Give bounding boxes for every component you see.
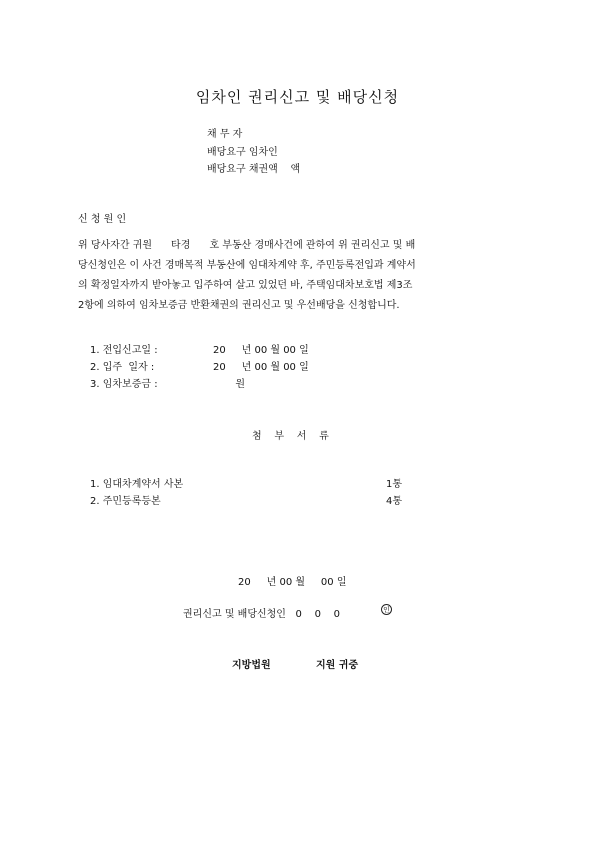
tenant-label: 배당요구 임차인 <box>207 147 278 158</box>
body-line: 위 당사자간 귀원 타경 호 부동산 경매사건에 관하여 위 권리신고 및 배 <box>78 240 416 251</box>
item-label: 1. 전입신고일 : <box>90 345 158 356</box>
seal-mark: 인 <box>381 604 392 615</box>
item-label: 2. 입주 일자 : <box>90 362 155 373</box>
attachment-count: 4통 <box>386 496 403 507</box>
date-line: 20 년 00 월 00 일 <box>238 577 347 588</box>
body-line: 의 확정일자까지 받아놓고 입주하여 살고 있었던 바, 주택임대차보호법 제3조 <box>78 280 413 291</box>
application-body <box>78 236 518 316</box>
body-line: 당신청인은 이 사건 경매목적 부동산에 임대차계약 후, 주민등록전입과 계약서 <box>78 260 416 271</box>
attachment-count: 1통 <box>386 479 403 490</box>
court-name: 지방법원 <box>232 660 271 671</box>
body-line: 2항에 의하여 임차보증금 반환채권의 권리신고 및 우선배당을 신청합니다. <box>78 300 400 311</box>
signature-line: 권리신고 및 배당신청인 0 0 0 <box>183 609 341 620</box>
item-value: 20 년 00 월 00 일 <box>213 345 309 356</box>
court-branch: 지원 귀중 <box>316 660 359 671</box>
claim-amount-label: 배당요구 채권액 액 <box>207 164 301 175</box>
applicant-heading: 신 청 원 인 <box>78 214 127 225</box>
attachment-label: 2. 주민등록등본 <box>90 496 161 507</box>
attachments-heading: 첨 부 서 류 <box>252 431 329 442</box>
document-title: 임차인 권리신고 및 배당신청 <box>195 88 400 106</box>
debtor-label: 채 무 자 <box>207 129 243 140</box>
item-value: 20 년 00 월 00 일 <box>213 362 309 373</box>
item-value: 원 <box>210 379 246 390</box>
attachment-label: 1. 임대차계약서 사본 <box>90 479 184 490</box>
item-label: 3. 임차보증금 : <box>90 379 158 390</box>
